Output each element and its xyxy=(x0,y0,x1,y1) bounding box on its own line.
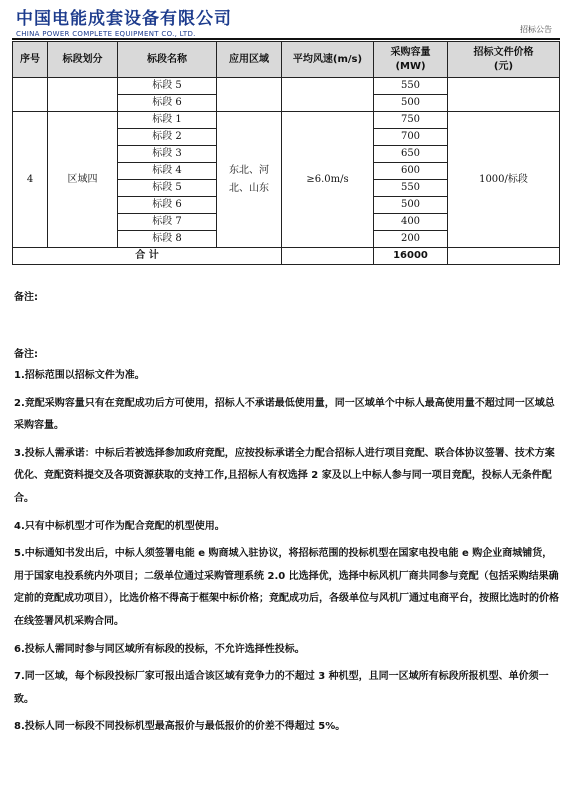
lot-name-cell: 标段 3 xyxy=(118,146,217,163)
total-empty-cell xyxy=(282,248,374,265)
price-cell: 1000/标段 xyxy=(448,112,560,248)
remarks-label: 备注: xyxy=(14,349,38,360)
company-name-cn: 中国电能成套设备有限公司 xyxy=(16,9,232,29)
capacity-cell: 500 xyxy=(374,95,448,112)
capacity-cell: 550 xyxy=(374,78,448,95)
capacity-cell: 200 xyxy=(374,231,448,248)
lot-name-cell: 标段 6 xyxy=(118,197,217,214)
header-rule xyxy=(12,38,560,40)
lot-name-cell: 标段 4 xyxy=(118,163,217,180)
letterhead xyxy=(16,4,560,38)
region-cell: 东北、河北、山东 xyxy=(217,112,282,248)
tender-lot-table xyxy=(12,41,560,265)
remark-item: 6.投标人需同时参与同区域所有标段的投标，不允许选择性投标。 xyxy=(14,643,305,655)
column-header: 招标文件价格 (元) xyxy=(448,42,560,78)
capacity-cell: 400 xyxy=(374,214,448,231)
document-type-tag: 招标公告 xyxy=(520,25,552,34)
lot-name-cell: 标段 1 xyxy=(118,112,217,129)
wind-speed-cell-continued xyxy=(282,78,374,112)
lot-name-cell: 标段 5 xyxy=(118,78,217,95)
remarks-list xyxy=(14,365,560,739)
capacity-cell: 750 xyxy=(374,112,448,129)
total-capacity-cell: 16000 xyxy=(374,248,448,265)
remark-item: 1.招标范围以招标文件为准。 xyxy=(14,370,145,381)
column-header: 平均风速(m/s) xyxy=(282,42,374,78)
lot-name-cell: 标段 2 xyxy=(118,129,217,146)
capacity-cell: 650 xyxy=(374,146,448,163)
index-cell: 4 xyxy=(13,112,48,248)
remarks-label-top: 备注: xyxy=(14,292,38,303)
remark-item: 4.只有中标机型才可作为配合竞配的机型使用。 xyxy=(14,520,225,532)
capacity-cell: 700 xyxy=(374,129,448,146)
remark-item: 2.竞配采购容量只有在竞配成功后方可使用，招标人不承诺最低使用量，同一区域单个中标人最高使用量不超过同一区域总采购容量。 xyxy=(14,397,555,432)
total-label-cell: 合 计 xyxy=(13,248,282,265)
total-row xyxy=(13,248,560,265)
price-cell-continued xyxy=(448,78,560,112)
remark-item: 3.投标人需承诺：中标后若被选择参加政府竞配，应按投标承诺全力配合招标人进行项目竞配、联合体协议签署、技术方案优化、竞配资料提交及各项资源获取的支持工作,且招标人有权选择 2 家及以上中标人参与同一项目竞配，投标人无条件配合。 xyxy=(14,447,555,504)
lot-name-cell: 标段 7 xyxy=(118,214,217,231)
lot-name-cell: 标段 8 xyxy=(118,231,217,248)
wind-speed-cell: ≥6.0m/s xyxy=(282,112,374,248)
lot-name-cell: 标段 5 xyxy=(118,180,217,197)
table-row xyxy=(13,78,560,95)
division-cell: 区域四 xyxy=(48,112,118,248)
lot-name-cell: 标段 6 xyxy=(118,95,217,112)
capacity-cell: 600 xyxy=(374,163,448,180)
column-header: 应用区域 xyxy=(217,42,282,78)
table-header-row xyxy=(13,42,560,78)
table-row xyxy=(13,112,560,129)
remark-item: 8.投标人同一标段不同投标机型最高报价与最低报价的价差不得超过 5%。 xyxy=(14,721,346,733)
index-cell-continued xyxy=(13,78,48,112)
company-name-en: CHINA POWER COMPLETE EQUIPMENT CO., LTD. xyxy=(16,30,196,38)
remark-item: 5.中标通知书发出后，中标人须签署电能 e 购商城入驻协议，将招标范围的投标机型在国家电投电能 e 购企业商城铺货，用于国家电投系统内外项目；二级单位通过采购管理系统 2.0 比选择优，选择中标风机厂商共同参与竞配（包括采购结果确定前的竞配成功项目），比选价格不得高于框架中标价格；竞配成功后，各级单位与风机厂通过电商平台，按照比选时的价格在线签署风机采购合同。 xyxy=(14,548,559,627)
division-cell-continued xyxy=(48,78,118,112)
column-header: 标段划分 xyxy=(48,42,118,78)
column-header: 采购容量 (MW) xyxy=(374,42,448,78)
column-header: 标段名称 xyxy=(118,42,217,78)
capacity-cell: 550 xyxy=(374,180,448,197)
capacity-cell: 500 xyxy=(374,197,448,214)
total-empty-cell xyxy=(448,248,560,265)
region-cell-continued xyxy=(217,78,282,112)
remarks-section xyxy=(14,288,560,739)
column-header: 序号 xyxy=(13,42,48,78)
remark-item: 7.同一区域，每个标段投标厂家可报出适合该区域有竞争力的不超过 3 种机型，且同一区域所有标段所报机型、单价须一致。 xyxy=(14,671,549,705)
